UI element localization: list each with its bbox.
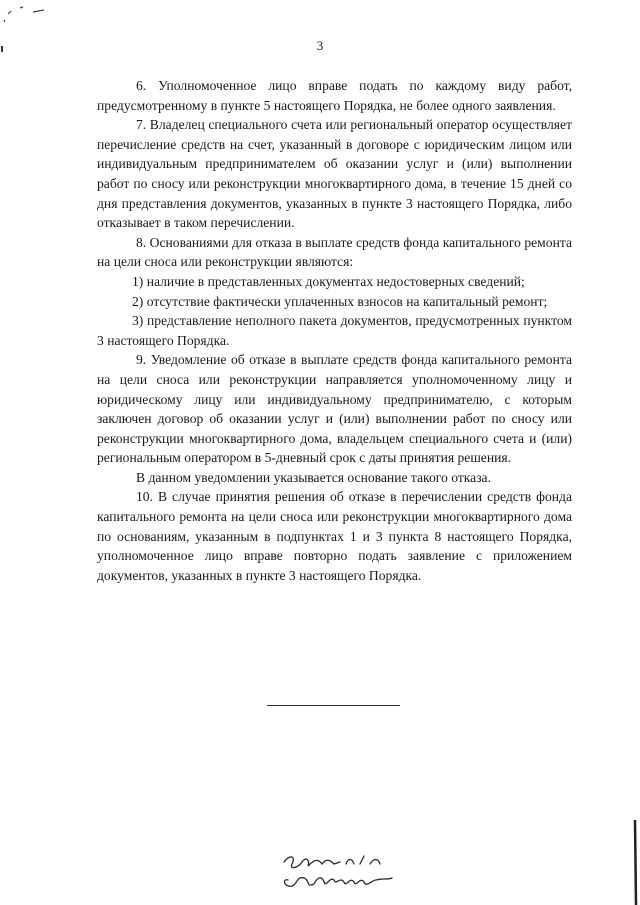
paragraph-8-item-3: 3) представление неполного пакета документов, предусмотренных пунктом 3 настоящего Порядка. [97,313,572,348]
scan-artifact-top-left [0,0,60,30]
handwritten-signature [280,850,410,895]
paragraph-7: 7. Владелец специального счета или региональный оператор осуществляет перечисление средств на счет, указанный в договоре с юридическим лицом или индивидуальным предпринимателем об оказании услуг и (или) выполнении работ по сносу или реконструкции многоквартирного дома, в течение 15 дней со дня представления документов, указанных в пункте 3 настоящего Порядка, либо отказывает в таком перечислении. [97,117,572,231]
paragraph-8-item-1: 1) наличие в представленных документах недостоверных сведений; [132,273,525,289]
paragraph-10: 10. В случае принятия решения об отказе в перечислении средств фонда капитального ремонта на цели сноса или реконструкции многоквартирного дома по основаниям, указанным в подпунктах 1 и 3 пункта 8 настоящего Порядка, уполномоченное лицо вправе повторно подать заявление с приложением документов, указанных в пункте 3 настоящего Порядка. [97,489,572,583]
paragraph-8: 8. Основаниями для отказа в выплате средств фонда капитального ремонта на цели сноса или реконструкции являются: [97,234,572,270]
paragraph-6: 6. Уполномоченное лицо вправе подать по каждому виду работ, предусмотренному в пункте 5 настоящего Порядка, не более одного заявления. [97,78,572,113]
paragraph-9-note: В данном уведомлении указывается основание такого отказа. [136,469,491,485]
scan-artifact-right-edge [630,820,640,905]
page-number: 3 [316,38,324,53]
paragraph-9: 9. Уведомление об отказе в выплате средств фонда капитального ремонта на цели сноса или реконструкции направляется уполномоченному лицу и юридическому лицу или индивидуальному предпринимателю, с которым заключен договор об оказании услуг и (или) выполнении работ по сносу или реконструкции многоквартирного дома, владельцем специального счета и (или) региональным оператором в 5-дневный срок с даты принятия решения. [97,352,572,466]
end-separator-line [267,705,400,706]
document-body [97,76,572,585]
paragraph-8-item-2: 2) отсутствие фактически уплаченных взносов на капитальный ремонт; [132,293,548,309]
